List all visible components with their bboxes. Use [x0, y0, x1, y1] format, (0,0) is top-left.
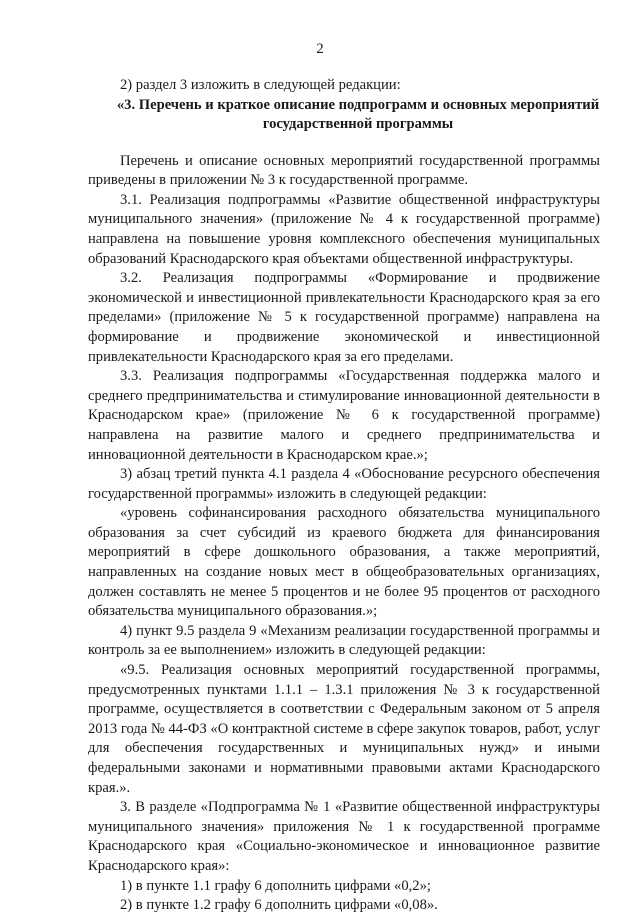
sub-item-1: 1) в пункте 1.1 графу 6 дополнить цифрами «0,2»;: [120, 877, 431, 894]
section-3-amendment: 3. В разделе «Подпрограмма № 1 «Развитие общественной инфраструктуры муниципального значения» приложения № 1 к государственной программе Краснодарского края «Социально-экономическое и инновационное развитие Краснодарского края»:: [88, 799, 600, 874]
quoted-paragraph-9-5: «9.5. Реализация основных мероприятий государственной программы, предусмотренных пунктами 1.1.1 – 1.3.1 приложения № 3 к государственной программе, осуществляется в соответствии с Федеральным законом от 5 апреля 2013 года № 44-ФЗ «О контрактной системе в сфере закупок товаров, работ, услуг для обеспечения государственных и муниципальных нужд» и иными федеральными законами и нормативными правовыми актами Краснодарского края.».: [88, 662, 600, 796]
amendment-item-2: 2) раздел 3 изложить в следующей редакции:: [120, 77, 401, 93]
paragraph-3-3: 3.3. Реализация подпрограммы «Государственная поддержка малого и среднего предпринимательства и стимулирование инновационной деятельности в Краснодарском крае» (приложение № 6 к государственной программе) направлена на развитие малого и среднего предпринимательства и инновационной деятельности в Краснодарском крае.»;: [88, 368, 600, 463]
paragraph-3-1: 3.1. Реализация подпрограммы «Развитие общественной инфраструктуры муниципального значения» (приложение № 4 к государственной программе) направлена на повышение уровня комплексного обеспечения муниципальных образований Краснодарского края объектами общественной инфраструктуры.: [88, 191, 600, 267]
sub-item-2: 2) в пункте 1.2 графу 6 дополнить цифрами «0,08».: [120, 897, 438, 914]
amendment-item-3: 3) абзац третий пункта 4.1 раздела 4 «Обоснование ресурсного обеспечения государственной программы» изложить в следующей редакции:: [88, 466, 600, 502]
paragraph-3-2: 3.2. Реализация подпрограммы «Формирование и продвижение экономической и инвестиционной привлекательности Краснодарского края за его пределами» (приложение № 5 к государственной программе) направлена на формирование и продвижение экономической и инвестиционной привлекательности Краснодарского края за его пределами.: [88, 270, 600, 365]
quoted-paragraph-cofinancing: «уровень софинансирования расходного обязательства муниципального образования за счет субсидий из краевого бюджета для финансирования мероприятий в сфере дошкольного образования, а также мероприятий, направленных на создание новых мест в общеобразовательных организациях, должен составлять не менее 5 процентов и не более 95 процентов от расходного обязательства муниципального образования.»;: [88, 505, 600, 620]
section-3-heading: «3. Перечень и краткое описание подпрограмм и основных мероприятий государственной программы: [116, 96, 600, 132]
page-number: 2: [316, 41, 324, 57]
paragraph-intro: Перечень и описание основных мероприятий государственной программы приведены в приложении № 3 к государственной программе.: [88, 152, 600, 189]
document-body: [88, 76, 600, 916]
amendment-item-4: 4) пункт 9.5 раздела 9 «Механизм реализации государственной программы и контроль за ее выполнением» изложить в следующей редакции:: [88, 622, 600, 659]
